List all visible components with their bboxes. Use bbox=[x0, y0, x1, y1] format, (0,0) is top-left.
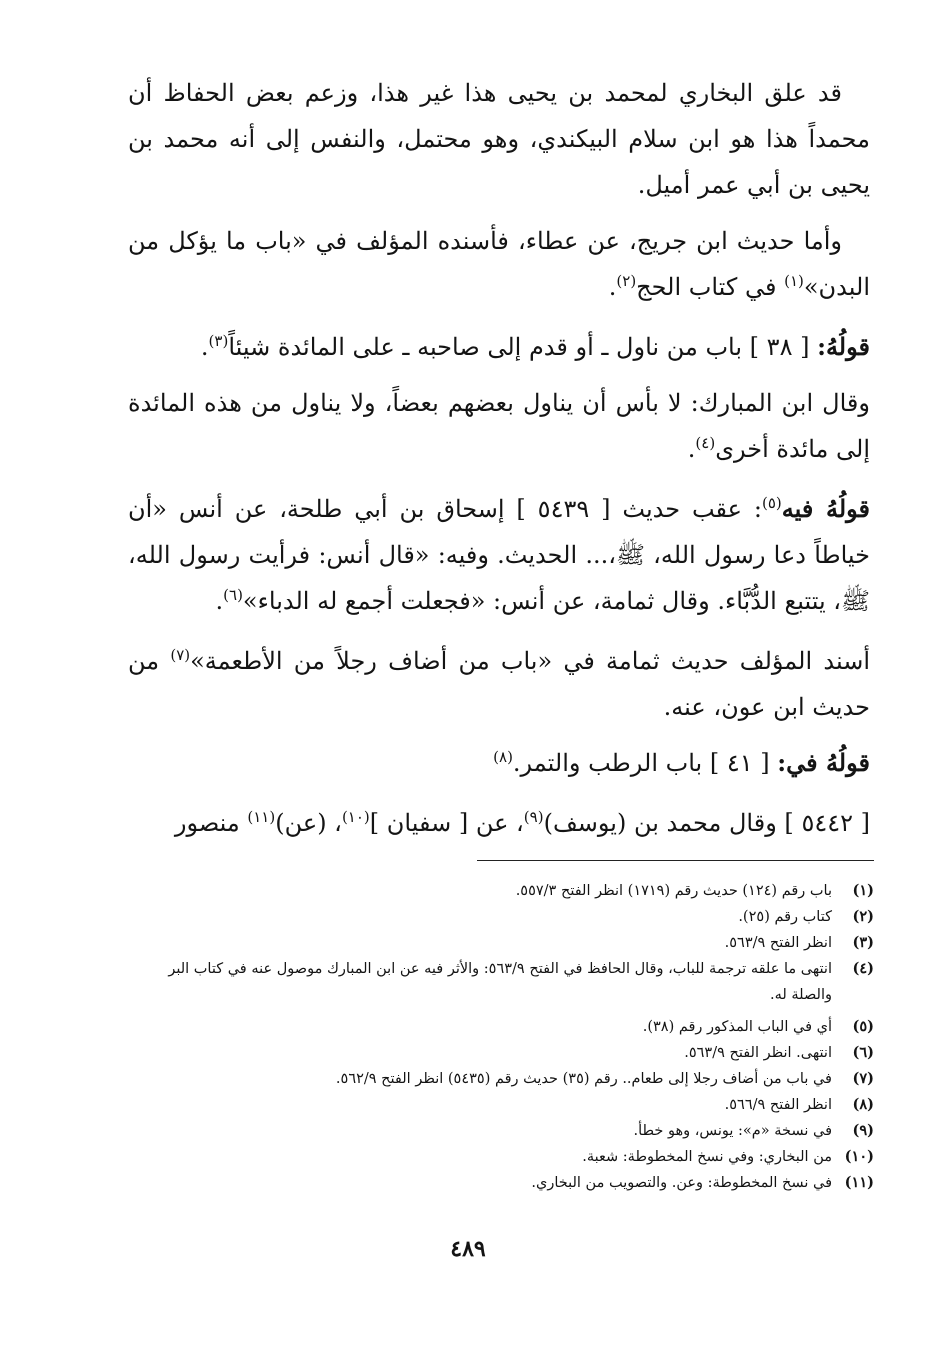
footnote-ref-10[interactable]: (١٠) bbox=[341, 808, 370, 826]
footnote-ref-5[interactable]: (٥) bbox=[761, 494, 782, 512]
footnote-ref-8[interactable]: (٨) bbox=[493, 748, 513, 766]
footnote-number: (٢) bbox=[852, 908, 874, 925]
footnote-item bbox=[132, 904, 874, 930]
paragraph-2 bbox=[128, 218, 870, 310]
footnote-ref-7[interactable]: (٧) bbox=[170, 646, 191, 664]
footnote-ref-2[interactable]: (٢) bbox=[616, 272, 637, 290]
footnote-item bbox=[132, 878, 874, 904]
footnote-text: انظر الفتح ٥٦٣/٩. bbox=[724, 935, 832, 951]
footnote-item bbox=[132, 1014, 874, 1040]
footnote-ref-4[interactable]: (٤) bbox=[695, 434, 716, 452]
paragraph-2-text: وأما حديث ابن جريج، عن عطاء، فأسنده المؤلف في «باب ما يؤكل من البدن» bbox=[128, 227, 870, 301]
footnote-ref-11[interactable]: (١١) bbox=[247, 808, 276, 826]
footnotes-list bbox=[132, 878, 874, 1196]
hadith-5442-part-b: ، عن [ سفيان ] bbox=[369, 809, 524, 837]
footnote-ref-3[interactable]: (٣) bbox=[208, 332, 229, 350]
footnote-item bbox=[132, 956, 874, 1008]
paragraph-5-text: : عقب حديث [ ٥٤٣٩ ] إسحاق بن أبي طلحة، عن أنس «أن خياطاً دعا رسول الله، ﷺ،... الحديث. وفيه: «قال أنس: فرأيت رسول الله، ﷺ، يتتبع الدُّبَّاء. وقال ثمامة، عن أنس: «فجعلت أجمع له الدباء» bbox=[128, 495, 870, 615]
footnote-item bbox=[132, 1092, 874, 1118]
paragraph-1-text: قد علق البخاري لمحمد بن يحيى هذا غير هذا، وزعم بعض الحفاظ أن محمداً هذا هو ابن سلام البيكندي، وهو محتمل، والنفس إلى أنه محمد بن يحيى بن أبي عمر أميل. bbox=[128, 79, 870, 199]
paragraph-2-end: . bbox=[608, 273, 617, 301]
footnote-text: في نسخ المخطوطة: وعن. والتصويب من البخاري. bbox=[531, 1175, 832, 1191]
hadith-5442-start: [ ٥٤٤٢ ] وقال محمد بن (يوسف) bbox=[543, 809, 870, 837]
footnote-number: (٦) bbox=[852, 1044, 874, 1061]
footnote-ref-1[interactable]: (١) bbox=[784, 272, 804, 290]
footnote-number: (٣) bbox=[852, 934, 874, 951]
footnote-text: انتهى ما علقه ترجمة للباب، وقال الحافظ في الفتح ٥٦٣/٩: والأثر فيه عن ابن المبارك موصول عنه في كتاب البر والصلة له. bbox=[168, 961, 832, 1003]
paragraph-7 bbox=[128, 740, 870, 786]
paragraph-5 bbox=[128, 486, 870, 624]
footnote-item bbox=[132, 1144, 874, 1170]
page-number: ٤٨٩ bbox=[450, 1236, 486, 1262]
footnote-item bbox=[132, 1118, 874, 1144]
footnote-text: انظر الفتح ٥٦٦/٩. bbox=[724, 1097, 832, 1113]
paragraph-3-end: . bbox=[200, 333, 209, 361]
paragraph-8 bbox=[128, 800, 870, 846]
chapter-41-heading: [ ٤١ ] باب الرطب والتمر. bbox=[512, 749, 778, 777]
footnote-separator bbox=[477, 860, 874, 861]
main-text bbox=[128, 70, 870, 856]
footnote-text: باب رقم (١٢٤) حديث رقم (١٧١٩) انظر الفتح ٥٥٧/٣. bbox=[515, 883, 832, 899]
keyword-qawluhu-fihi: قولُهُ فيه bbox=[781, 494, 871, 523]
footnote-number: (١١) bbox=[844, 1174, 874, 1191]
footnote-number: (٨) bbox=[852, 1096, 874, 1113]
footnote-ref-9[interactable]: (٩) bbox=[523, 808, 544, 826]
paragraph-4-text: وقال ابن المبارك: لا بأس أن يناول بعضهم بعضاً، ولا يناول من هذه المائدة إلى مائدة أخرى bbox=[128, 389, 870, 463]
footnote-text: من البخاري: وفي نسخ المخطوطة: شعبة. bbox=[582, 1149, 832, 1165]
footnote-text: في باب من أضاف رجلا إلى طعام.. رقم (٣٥) حديث رقم (٥٤٣٥) انظر الفتح ٥٦٢/٩. bbox=[335, 1071, 832, 1087]
chapter-38-heading: [ ٣٨ ] باب من ناول ـ أو قدم إلى صاحبه ـ على المائدة شيئاً bbox=[228, 333, 818, 361]
footnote-item bbox=[132, 1040, 874, 1066]
footnote-number: (٥) bbox=[852, 1018, 874, 1035]
footnote-ref-6[interactable]: (٦) bbox=[223, 586, 243, 604]
footnote-item bbox=[132, 1170, 874, 1196]
footnote-text: كتاب رقم (٢٥). bbox=[738, 909, 832, 925]
paragraph-6 bbox=[128, 638, 870, 730]
footnote-text: انتهى. انظر الفتح ٥٦٣/٩. bbox=[684, 1045, 832, 1061]
footnote-number: (١٠) bbox=[844, 1148, 874, 1165]
paragraph-4-end: . bbox=[687, 435, 696, 463]
paragraph-4 bbox=[128, 380, 870, 472]
footnote-number: (٩) bbox=[852, 1122, 874, 1139]
paragraph-5-end: . bbox=[215, 587, 224, 615]
paragraph-2-mid: في كتاب الحج bbox=[636, 273, 785, 301]
footnote-number: (١) bbox=[852, 882, 874, 899]
footnote-text: في نسخة «م»: يونس، وهو خطأ. bbox=[633, 1123, 832, 1139]
hadith-5442-part-c: ، (عن) bbox=[275, 809, 342, 837]
footnote-item bbox=[132, 1066, 874, 1092]
paragraph-3 bbox=[128, 324, 870, 370]
footnote-item bbox=[132, 930, 874, 956]
paragraph-6-text: أسند المؤلف حديث ثمامة في «باب من أضاف رجلاً من الأطعمة» bbox=[190, 647, 870, 675]
footnote-number: (٧) bbox=[852, 1070, 874, 1087]
paragraph-1 bbox=[128, 70, 870, 208]
hadith-5442-part-d: منصور bbox=[174, 809, 248, 837]
paragraph-6-end: من حديث ابن عون، عنه. bbox=[128, 647, 870, 721]
keyword-qawluhu: قولُهُ: bbox=[817, 332, 870, 361]
keyword-qawluhu-fi: قولُهُ في: bbox=[777, 748, 870, 777]
footnote-number: (٤) bbox=[852, 960, 874, 977]
footnote-text: أي في الباب المذكور رقم (٣٨). bbox=[642, 1019, 832, 1035]
